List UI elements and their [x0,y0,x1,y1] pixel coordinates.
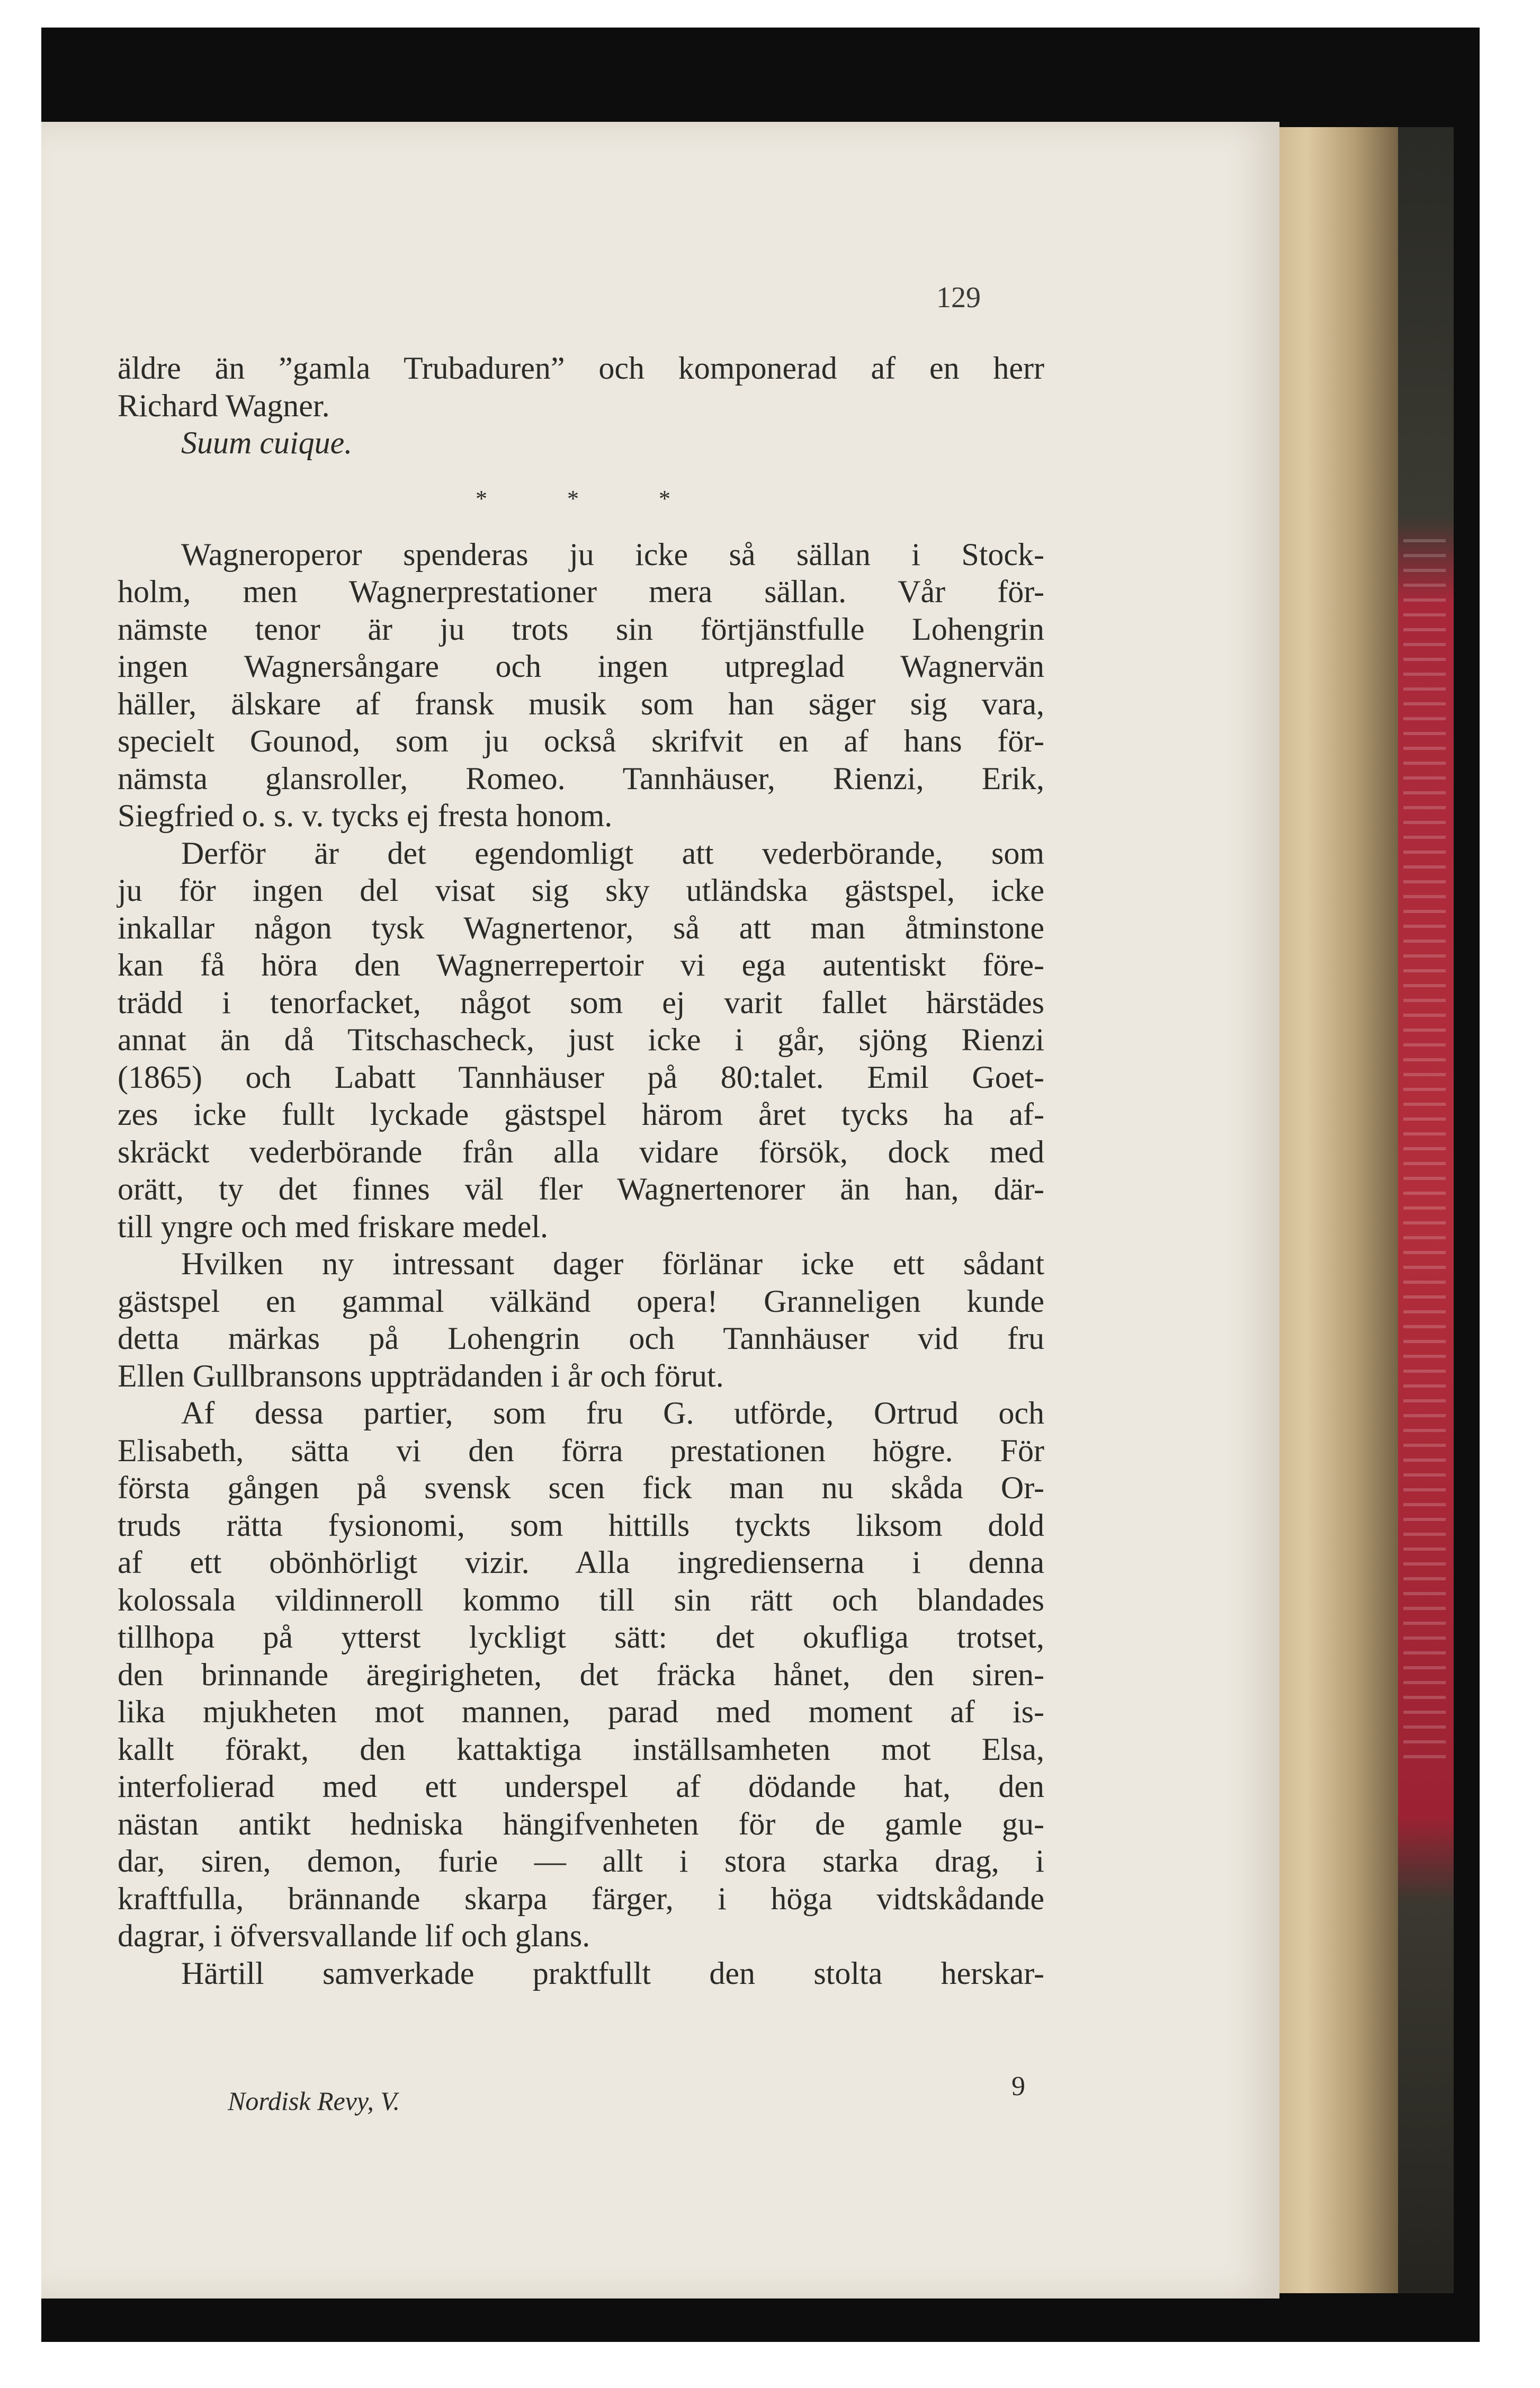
text-line: holm, men Wagnerprestationer mera sällan. Vår för- [118,574,1044,609]
text-line: den brinnande äregirigheten, det fräcka hånet, den siren- [118,1657,1044,1692]
text-line: nämste tenor är ju trots sin förtjänstfulle Lohengrin [118,611,1044,647]
text-line: Wagneroperor spenderas ju icke så sällan i Stock- [181,536,1044,572]
text-line: dagrar, i öfversvallande lif och glans. [118,1918,590,1953]
text-line: gästspel en gammal välkänd opera! Granneligen kunde [118,1283,1044,1319]
text-line: häller, älskare af fransk musik som han säger sig vara, [118,686,1044,721]
text-line: zes icke fullt lyckade gästspel härom året tycks ha af- [118,1097,1044,1132]
text-line: nämsta glansroller, Romeo. Tannhäuser, Rienzi, Erik, [118,761,1044,796]
text-line: trädd i tenorfacket, något som ej varit fallet härstädes [118,985,1044,1020]
section-divider: * * * [476,485,708,512]
journal-footer: Nordisk Revy, V. [228,2086,400,2116]
text-line: inkallar någon tysk Wagnertenor, så att man åtminstone [118,910,1044,945]
text-line: Härtill samverkade praktfullt den stolta herskar- [181,1955,1044,1991]
text-line: orätt, ty det finnes väl fler Wagnertenorer än han, där- [118,1171,1044,1206]
text-line: af ett obönhörligt vizir. Alla ingredienserna i denna [118,1545,1044,1580]
text-line: detta märkas på Lohengrin och Tannhäuser vid fru [118,1321,1044,1356]
text-line: Elisabeth, sätta vi den förra prestationen högre. För [118,1433,1044,1468]
text-line: kraftfulla, brännande skarpa färger, i höga vidtskådande [118,1881,1044,1916]
text-line: annat än då Titschascheck, just icke i går, sjöng Rienzi [118,1022,1044,1057]
text-line: dar, siren, demon, furie — allt i stora starka drag, i [118,1844,1044,1879]
text-line: kolossala vildinneroll kommo till sin rätt och blandades [118,1582,1044,1617]
text-line: truds rätta fysionomi, som hittills tyckts liksom dold [118,1507,1044,1543]
page-number: 129 [936,281,981,314]
text-line: specielt Gounod, som ju också skrifvit en af hans för- [118,723,1044,758]
text-line: Ellen Gullbransons uppträdanden i år och förut. [118,1358,724,1393]
text-line: Siegfried o. s. v. tycks ej fresta honom. [118,798,613,833]
text-line: kallt förakt, den kattaktiga inställsamheten mot Elsa, [118,1731,1044,1767]
text-line: ju för ingen del visat sig sky utländska gästspel, icke [118,873,1044,908]
text-line: Suum cuique. [181,425,353,460]
text-line: lika mjukheten mot mannen, parad med moment af is- [118,1694,1044,1729]
text-line: Af dessa partier, som fru G. utförde, Ortrud och [181,1396,1044,1430]
binding-pattern [1403,530,1446,1758]
text-line: nästan antikt hedniska hängifvenheten för de gamle gu- [118,1806,1044,1841]
text-line: (1865) och Labatt Tannhäuser på 80:talet. Emil Goet- [118,1059,1044,1095]
text-line: till yngre och med friskare medel. [118,1209,549,1244]
signature-mark: 9 [1011,2071,1025,2101]
text-line: interfolierad med ett underspel af dödande hat, den [118,1769,1044,1804]
text-line: Hvilken ny intressant dager förlänar icke ett sådant [181,1246,1044,1281]
text-line: kan få höra den Wagnerrepertoir vi ega autentiskt före- [118,947,1044,982]
text-line: tillhopa på ytterst lyckligt sätt: det okufliga trotset, [118,1620,1044,1654]
text-line: ingen Wagnersångare och ingen utpreglad Wagnervän [118,649,1044,684]
text-line: Derför är det egendomligt att vederbörande, som [181,835,1044,871]
text-line: Richard Wagner. [118,388,330,423]
text-line: skräckt vederbörande från alla vidare försök, dock med [118,1134,1044,1169]
text-line: äldre än ”gamla Trubaduren” och komponerad af en herr [118,351,1044,386]
text-line: första gången på svensk scen fick man nu skåda Or- [118,1470,1044,1505]
body-text [118,350,1044,1992]
